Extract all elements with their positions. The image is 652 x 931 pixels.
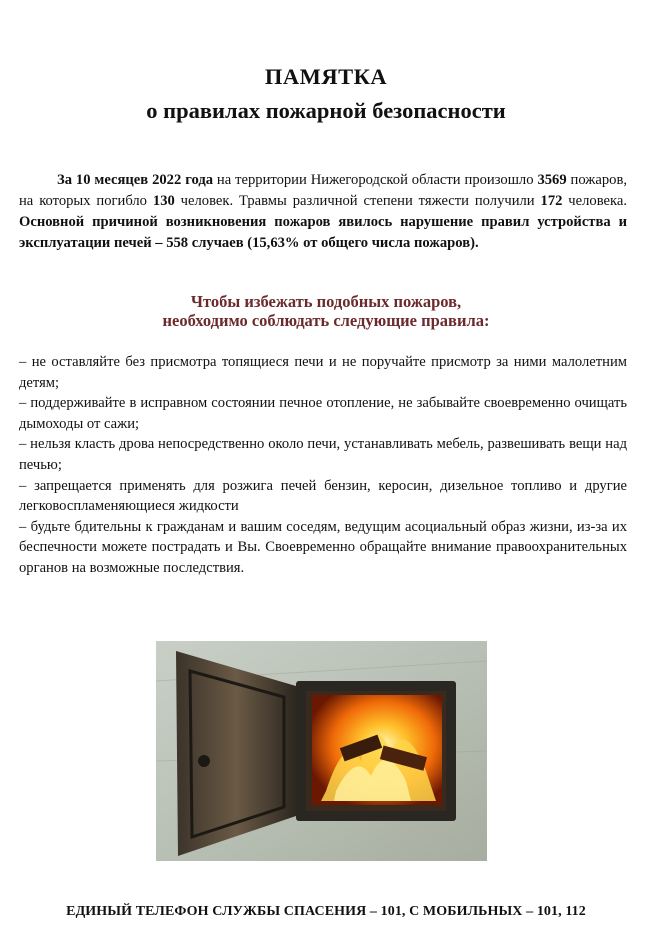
page-subtitle: о правилах пожарной безопасности — [146, 98, 506, 123]
main-cause: Основной причиной возникновения пожаров явилось нарушение правил устройства и эксплуатации печей – 558 случаев (15,63% от общего числа пожаров). — [19, 214, 627, 251]
rules-heading-line1: Чтобы избежать подобных пожаров, — [190, 292, 462, 311]
intro-text: человека. — [562, 193, 627, 209]
fires-count: 3569 — [537, 172, 567, 188]
deaths-count: 130 — [152, 193, 175, 209]
rules-list — [19, 352, 627, 579]
intro-text: пожаров, на которых погибло — [19, 172, 627, 209]
intro-text: на территории Нижегородской области произошло — [213, 172, 538, 188]
injured-count: 172 — [540, 193, 563, 209]
stove-illustration — [156, 641, 487, 861]
intro-paragraph — [19, 170, 627, 254]
rule-item: – не оставляйте без присмотра топящиеся печи и не поручайте присмотр за ними малолетним детям; — [19, 354, 627, 391]
emergency-phone: ЕДИНЫЙ ТЕЛЕФОН СЛУЖБЫ СПАСЕНИЯ – 101, С МОБИЛЬНЫХ – 101, 112 — [66, 904, 586, 919]
stove-fire-photo — [156, 641, 487, 861]
rule-item: – поддерживайте в исправном состоянии печное отопление, не забывайте своевременно очищать дымоходы от сажи; — [19, 395, 627, 432]
rules-heading-line2: необходимо соблюдать следующие правила: — [162, 311, 490, 330]
intro-period: За 10 месяцев 2022 года — [57, 172, 214, 188]
rule-item: – запрещается применять для розжига печей бензин, керосин, дизельное топливо и другие легковоспламеняющиеся жидкости — [19, 477, 627, 515]
rules-heading — [0, 292, 652, 330]
page-title: ПАМЯТКА — [264, 64, 388, 89]
rule-item: – будьте бдительны к гражданам и вашим соседям, ведущим асоциальный образ жизни, из-за их беспечности можете пострадать и Вы. Своевременно обращайте внимание правоохранительных органов на возможные последствия. — [19, 518, 627, 576]
rule-item: – нельзя класть дрова непосредственно около печи, устанавливать мебель, развешивать вещи над печью; — [19, 436, 627, 473]
intro-text: человек. Травмы различной степени тяжести получили — [174, 193, 541, 209]
